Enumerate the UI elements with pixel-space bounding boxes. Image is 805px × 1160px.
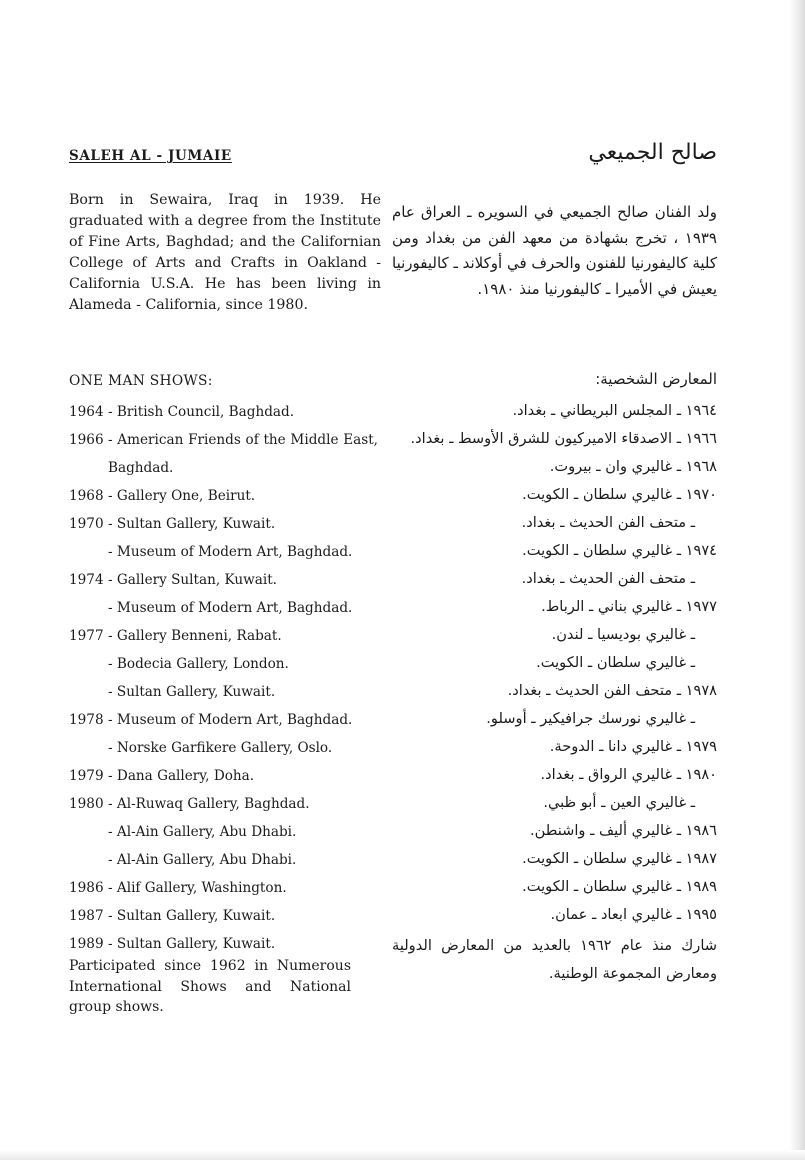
- show-venue: - Norske Garfikere Gallery, Oslo.: [108, 740, 333, 756]
- show-year: 1977: [69, 628, 104, 644]
- list-item: [69, 846, 389, 874]
- show-venue: - Museum of Modern Art, Baghdad.: [108, 712, 353, 728]
- list-item: [69, 538, 389, 566]
- show-venue: - Gallery Benneni, Rabat.: [108, 628, 282, 644]
- list-item: ـ غاليري نورسك جرافيكير ـ أوسلو.: [486, 710, 695, 727]
- show-venue: - British Council, Baghdad.: [108, 404, 295, 420]
- show-venue: - American Friends of the Middle East,: [108, 432, 378, 448]
- list-item: [69, 482, 389, 510]
- list-item: ١٩٨٧ ـ غاليري سلطان ـ الكويت.: [522, 850, 717, 867]
- show-year: 1986: [69, 880, 104, 896]
- list-item: [69, 902, 389, 930]
- show-year: 1987: [69, 908, 104, 924]
- show-year: 1979: [69, 768, 104, 784]
- show-year: 1966: [69, 432, 104, 448]
- one-man-shows-heading-arabic: المعارض الشخصية:: [595, 370, 717, 388]
- list-item: [69, 398, 389, 426]
- show-venue: - Sultan Gallery, Kuwait.: [108, 908, 276, 924]
- list-item: ١٩٧٨ ـ متحف الفن الحديث ـ بغداد.: [507, 682, 717, 699]
- list-item: [69, 790, 389, 818]
- one-man-shows-heading: ONE MAN SHOWS:: [69, 373, 213, 389]
- list-item: [69, 818, 389, 846]
- show-venue: - Dana Gallery, Doha.: [108, 768, 255, 784]
- shows-list-arabic: [377, 397, 717, 929]
- list-item: ـ غاليري العين ـ أبو ظبي.: [543, 794, 695, 811]
- show-year: 1980: [69, 796, 104, 812]
- list-item: [69, 454, 389, 482]
- show-venue: - Gallery Sultan, Kuwait.: [108, 572, 277, 588]
- show-venue: - Gallery One, Beirut.: [108, 488, 256, 504]
- list-item: ـ غاليري بوديسيا ـ لندن.: [551, 626, 695, 643]
- list-item: [69, 762, 389, 790]
- list-item: ١٩٦٤ ـ المجلس البريطاني ـ بغداد.: [512, 402, 717, 419]
- list-item: [69, 566, 389, 594]
- artist-name-english: SALEH AL - JUMAIE: [69, 148, 232, 164]
- show-venue: - Sultan Gallery, Kuwait.: [108, 516, 276, 532]
- list-item: ـ متحف الفن الحديث ـ بغداد.: [521, 514, 695, 531]
- list-item: ١٩٨٩ ـ غاليري سلطان ـ الكويت.: [522, 878, 717, 895]
- list-item: ١٩٩٥ ـ غاليري ابعاد ـ عمان.: [550, 906, 717, 923]
- list-item: ١٩٧٩ ـ غاليري دانا ـ الدوحة.: [549, 738, 717, 755]
- participation-note-arabic: شارك منذ عام ١٩٦٢ بالعديد من المعارض الدولية ومعارض المجموعة الوطنية.: [392, 937, 717, 982]
- list-item: [69, 426, 389, 454]
- biography-english: Born in Sewaira, Iraq in 1939. He graduated with a degree from the Institute of Fine Arts, Baghdad; and the Californian College of Arts and Crafts in Oakland - California U.S.A. He has been living in Alameda - California, since 1980.: [69, 192, 381, 313]
- show-venue: - Museum of Modern Art, Baghdad.: [108, 600, 353, 616]
- list-item: ١٩٦٦ ـ الاصدقاء الاميركيون للشرق الأوسط ـ بغداد.: [410, 430, 717, 447]
- show-year: 1970: [69, 516, 104, 532]
- show-venue: - Sultan Gallery, Kuwait.: [108, 936, 276, 952]
- list-item: [69, 706, 389, 734]
- list-item: ١٩٧٧ ـ غاليري بناني ـ الرباط.: [541, 598, 717, 615]
- show-year: 1978: [69, 712, 104, 728]
- page-bottom-shadow: [0, 1150, 805, 1160]
- show-year: 1974: [69, 572, 104, 588]
- list-item: [69, 930, 389, 958]
- list-item: [69, 734, 389, 762]
- show-venue: - Al-Ain Gallery, Abu Dhabi.: [108, 852, 297, 868]
- list-item: ١٩٨٠ ـ غاليري الرواق ـ بغداد.: [540, 766, 717, 783]
- list-item: [69, 510, 389, 538]
- biography-arabic: ولد الفنان صالح الجميعي في السويره ـ العراق عام ١٩٣٩ ، تخرج بشهادة من معهد الفن من بغداد ومن كلية كاليفورنيا للفنون والحرف في أوكلاند ـ كاليفورنيا يعيش في الأميرا ـ كاليفورنيا منذ ١٩٨٠.: [392, 203, 717, 298]
- list-item: [69, 678, 389, 706]
- list-item: ـ غاليري سلطان ـ الكويت.: [536, 654, 695, 671]
- list-item: ١٩٧٠ ـ غاليري سلطان ـ الكويت.: [522, 486, 717, 503]
- show-venue: - Museum of Modern Art, Baghdad.: [108, 544, 353, 560]
- list-item: ١٩٨٦ ـ غاليري أليف ـ واشنطن.: [530, 822, 717, 839]
- list-item: ـ متحف الفن الحديث ـ بغداد.: [521, 570, 695, 587]
- list-item: ١٩٧٤ ـ غاليري سلطان ـ الكويت.: [522, 542, 717, 559]
- show-venue: - Alif Gallery, Washington.: [108, 880, 287, 896]
- list-item: [69, 874, 389, 902]
- page-edge-shadow: [789, 0, 805, 1160]
- list-item: [69, 622, 389, 650]
- show-year: 1989: [69, 936, 104, 952]
- show-venue: Baghdad.: [108, 460, 174, 476]
- show-venue: - Al-Ruwaq Gallery, Baghdad.: [108, 796, 310, 812]
- show-venue: - Bodecia Gallery, London.: [108, 656, 289, 672]
- shows-list-english: [69, 398, 389, 958]
- show-venue: - Al-Ain Gallery, Abu Dhabi.: [108, 824, 297, 840]
- list-item: ١٩٦٨ ـ غاليري وان ـ بيروت.: [549, 458, 717, 475]
- list-item: [69, 594, 389, 622]
- participation-note-english: Participated since 1962 in Numerous International Shows and National group shows.: [69, 958, 351, 1015]
- show-year: 1964: [69, 404, 104, 420]
- artist-name-arabic: صالح الجميعي: [588, 140, 717, 165]
- show-year: 1968: [69, 488, 104, 504]
- list-item: [69, 650, 389, 678]
- show-venue: - Sultan Gallery, Kuwait.: [108, 684, 276, 700]
